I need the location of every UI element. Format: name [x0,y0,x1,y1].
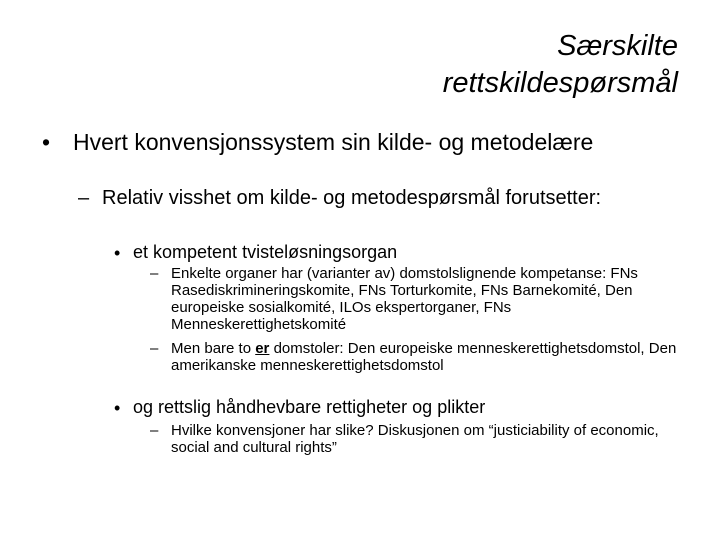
list-item-level4: Hvilke konvensjoner har slike? Diskusjonen om “justiciability of economic, social and cultural rights” [171,422,659,456]
bullet-level1: • [42,129,51,155]
list-item-level4 [171,340,681,374]
bullet-level3: • [114,243,121,263]
slide-title [178,28,678,102]
dash-level4: – [150,340,159,357]
title-line-2: rettskildespørsmål [442,67,678,99]
list-item-level4: Enkelte organer har (varianter av) domstolslignende kompetanse: FNs Rasediskrimineringskomite, FNs Torturkomite, FNs Barnekomité, Den europeiske sosialkomité, ILOs ekspertorganer, FNs Menneskerettighetskomité [171,265,638,333]
emphasized-word: er [255,340,270,357]
dash-level2: – [78,187,90,209]
dash-level4: – [150,422,159,439]
text-fragment: Men bare to [171,340,256,357]
title-line-1: Særskilte [557,30,678,62]
list-item-level3: og rettslig håndhevbare rettigheter og plikter [133,397,486,417]
list-item-level1: Hvert konvensjonssystem sin kilde- og metodelære [73,129,594,155]
bullet-level3: • [114,398,121,418]
list-item-level2: Relativ visshet om kilde- og metodespørsmål forutsetter: [102,187,602,209]
list-item-level3: et kompetent tvisteløsningsorgan [133,242,398,262]
dash-level4: – [150,265,159,282]
text-fragment: domstoler: Den europeiske menneskerettighetsdomstol, Den amerikanske menneskerettighetsdomstol [171,340,677,374]
